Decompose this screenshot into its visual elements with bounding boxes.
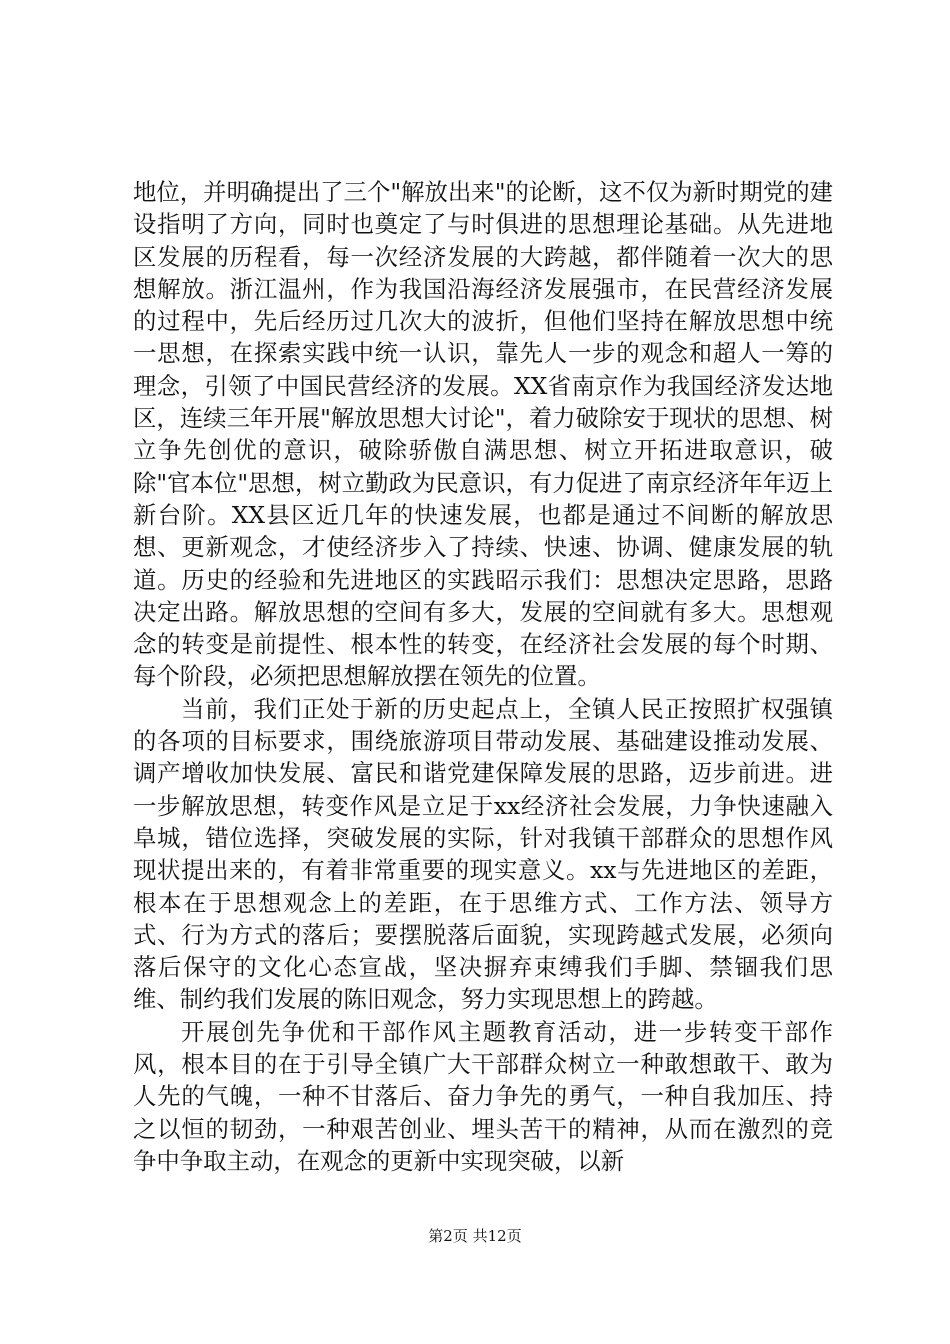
paragraph-2: 当前，我们正处于新的历史起点上，全镇人民正按照扩权强镇的各项的目标要求，围绕旅游项目带动发展、基础建设推动发展、调产增收加快发展、富民和谐党建保障发展的思路，迈步前进。进一步解放思想，转变作风是立足于xx经济社会发展，力争快速融入阜城，错位选择，突破发展的实际，针对我镇干部群众的思想作风现状提出来的，有着非常重要的现实意义。xx与先进地区的差距，根本在于思想观念上的差距，在于思维方式、工作方法、领导方式、行为方式的落后；要摆脱落后面貌，实现跨越式发展，必须向落后保守的文化心态宣战，坚决摒弃束缚我们手脚、禁锢我们思维、制约我们发展的陈旧观念，努力实现思想上的跨越。 — [133, 694, 833, 1014]
paragraph-3: 开展创先争优和干部作风主题教育活动，进一步转变干部作风，根本目的在于引导全镇广大干部群众树立一种敢想敢干、敢为人先的气魄，一种不甘落后、奋力争先的勇气，一种自我加压、持之以恒的韧劲，一种艰苦创业、埋头苦干的精神，从而在激烈的竞争中争取主动，在观念的更新中实现突破，以新 — [133, 1017, 833, 1175]
page-number-footer: 第2页 共12页 — [428, 1227, 522, 1245]
document-body — [133, 176, 833, 1177]
paragraph-1: 地位，并明确提出了三个"解放出来"的论断，这不仅为新时期党的建设指明了方向，同时也奠定了与时俱进的思想理论基础。从先进地区发展的历程看，每一次经济发展的大跨越，都伴随着一次大的思想解放。浙江温州，作为我国沿海经济发展强市，在民营经济发展的过程中，先后经历过几次大的波折，但他们坚持在解放思想中统一思想，在探索实践中统一认识，靠先人一步的观念和超人一筹的理念，引领了中国民营经济的发展。XX省南京作为我国经济发达地区，连续三年开展"解放思想大讨论"，着力破除安于现状的思想、树立争先创优的意识，破除骄傲自满思想、树立开拓进取意识，破除"官本位"思想，树立勤政为民意识，有力促进了南京经济年年迈上新台阶。XX县区近几年的快速发展，也都是通过不间断的解放思想、更新观念，才使经济步入了持续、快速、协调、健康发展的轨道。历史的经验和先进地区的实践昭示我们：思想决定思路，思路决定出路。解放思想的空间有多大，发展的空间就有多大。思想观念的转变是前提性、根本性的转变，在经济社会发展的每个时期、每个阶段，必须把思想解放摆在领先的位置。 — [133, 178, 833, 691]
